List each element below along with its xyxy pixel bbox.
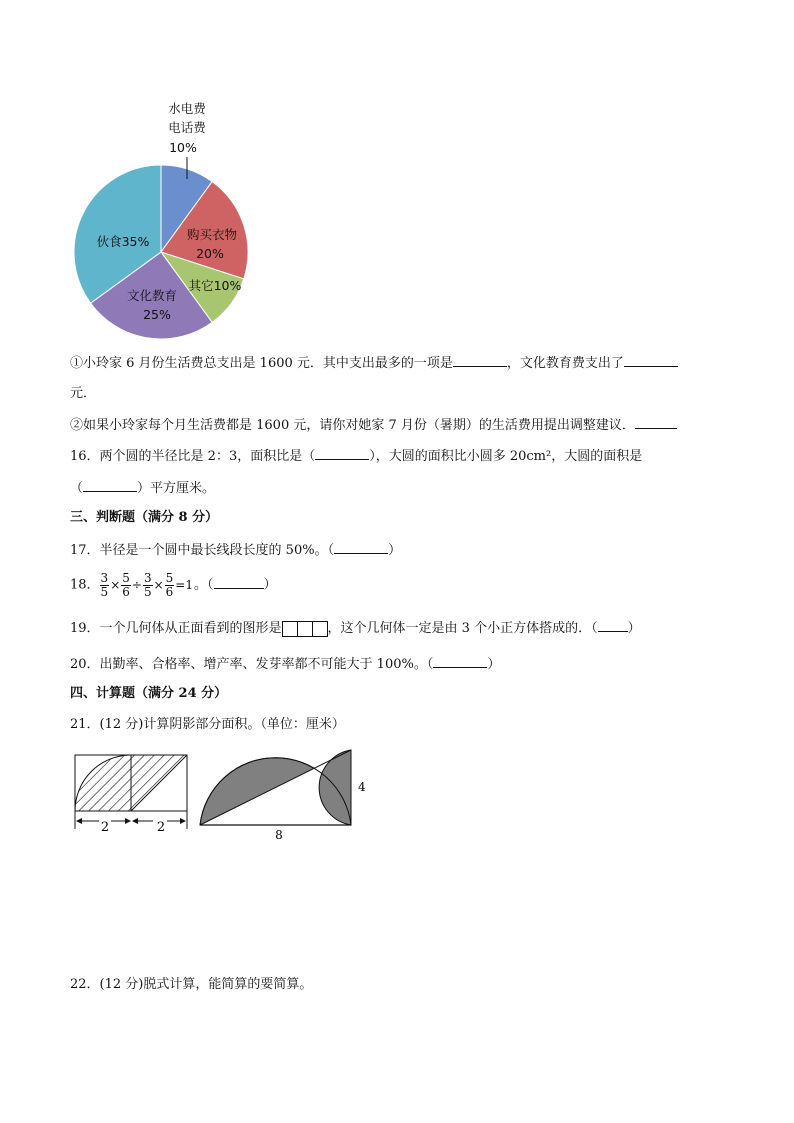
- slice-label-education-l1: 文化教育: [126, 288, 178, 303]
- q18-op-3: ×: [153, 578, 164, 592]
- q16-close: ）平方厘米。: [137, 481, 216, 496]
- q15-line1-end: 元．: [70, 386, 97, 401]
- slice-label-education-l2: 25%: [143, 307, 171, 322]
- q15-blank-1[interactable]: [453, 353, 507, 367]
- q18-fraction-2: $\frac{5}{6}$: [122, 570, 130, 599]
- slice-label-other: 其它10%: [188, 278, 242, 293]
- q18-blank[interactable]: [214, 575, 264, 589]
- q17-blank[interactable]: [334, 540, 388, 554]
- q21-text: 21．(12 分)计算阴影部分面积。（单位：厘米）: [70, 717, 345, 732]
- q15-line2-text: ②如果小玲家每个月生活费都是 1600 元，请你对她家 7 月份（暑期）的生活费用提出调整建议．: [70, 418, 635, 433]
- fig2-dim-width: 8: [275, 828, 283, 842]
- q16-line2: [70, 478, 215, 498]
- q15-line1-mid: ，文化教育费支出了: [506, 356, 624, 371]
- q17-close: ）: [388, 543, 402, 558]
- slice-label-utilities-l2: 电话费: [168, 120, 206, 135]
- fig1-dim-left: 2: [100, 820, 110, 835]
- figure-2-semicircles-shaded: [200, 750, 366, 842]
- q16-open: （: [70, 481, 84, 496]
- three-squares-front-view: [282, 621, 328, 636]
- q19-blank[interactable]: [598, 618, 628, 632]
- q20-text: 20．出勤率、合格率、增产率、发芽率都不可能大于 100%。（: [70, 657, 434, 672]
- fig2-dim-height: 4: [358, 780, 366, 794]
- q19: [70, 618, 641, 638]
- fig1-dim-right: 2: [156, 820, 166, 835]
- q18-close: ）: [263, 577, 277, 593]
- q17-text: 17．半径是一个圆中最长线段长度的 50%。（: [70, 543, 335, 558]
- q16-blank-1[interactable]: [315, 446, 369, 460]
- q15-line1-text: ①小玲家 6 月份生活费总支出是 1600 元．其中支出最多的一项是: [70, 356, 453, 371]
- q18-fraction-1: $\frac{3}{5}$: [100, 570, 109, 599]
- q18-fraction-3: $\frac{3}{5}$: [143, 570, 152, 599]
- q19-close: ）: [627, 621, 641, 636]
- figure-1-rectangle-hatched: [75, 755, 187, 835]
- q20-blank[interactable]: [433, 654, 487, 668]
- q19-text-2: ，这个几何体一定是由 3 个小正方体搭成的．（: [327, 621, 598, 636]
- slice-label-clothing-l1: 购买衣物: [186, 227, 238, 242]
- q20-close: ）: [487, 657, 501, 672]
- slice-label-utilities-l3: 10%: [169, 140, 197, 155]
- slice-label-clothing-l2: 20%: [196, 246, 224, 261]
- q16-blank-2[interactable]: [83, 478, 137, 492]
- q18-op-1: ×: [110, 578, 121, 592]
- q20: [70, 654, 500, 674]
- pie-chart: [50, 95, 280, 345]
- q15-line2: [70, 415, 677, 435]
- slice-label-utilities-l1: 水电费: [168, 101, 206, 116]
- q16-text-1: 16．两个圆的半径比是 2：3，面积比是（: [70, 449, 316, 464]
- slice-label-food: 伙食35%: [96, 234, 150, 249]
- q18-op-2: ÷: [131, 578, 142, 592]
- section-3-title: 三、判断题（满分 8 分）: [70, 510, 219, 525]
- q15-blank-2[interactable]: [624, 353, 678, 367]
- q19-text-1: 19．一个几何体从正面看到的图形是: [70, 621, 282, 636]
- q15-line1: [70, 353, 678, 373]
- q16-line1: [70, 446, 642, 466]
- q15-blank-3[interactable]: [635, 415, 677, 429]
- q18-tail: 。（: [194, 577, 214, 593]
- q18: [70, 568, 277, 602]
- q18-equals: =1: [175, 578, 193, 592]
- q18-fraction-4: $\frac{5}{6}$: [165, 570, 174, 599]
- section-4-title: 四、计算题（满分 24 分）: [70, 686, 228, 701]
- q16-text-2: ），大圆的面积比小圆多 20cm²，大圆的面积是: [369, 449, 643, 464]
- q18-prefix: 18．: [70, 577, 100, 593]
- q21-figures: [65, 745, 375, 845]
- q17: [70, 540, 401, 560]
- q22-text: 22．(12 分)脱式计算，能简算的要简算。: [70, 977, 313, 992]
